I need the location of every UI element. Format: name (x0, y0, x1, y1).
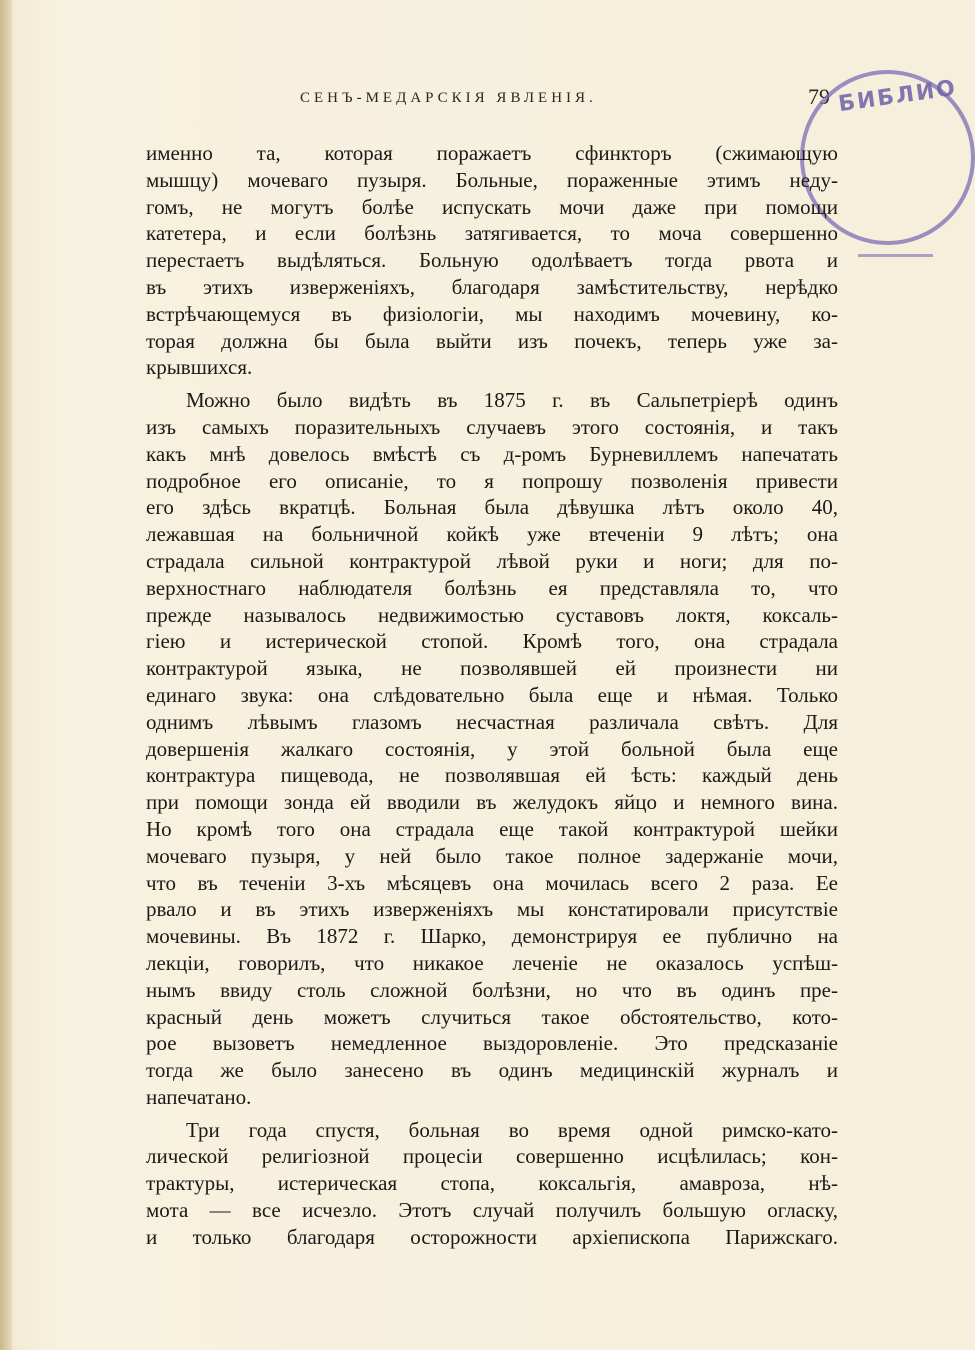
body-text (146, 140, 838, 1251)
text-line: торая должна бы была выйти изъ почекъ, теперь уже за- (146, 328, 838, 353)
text-line: однимъ лѣвымъ глазомъ несчастная различала свѣтъ. Для (146, 709, 838, 734)
text-line: гіею и истерической стопой. Кромѣ того, она страдала (146, 629, 838, 654)
text-line: Можно было видѣть въ 1875 г. въ Сальпетріерѣ одинъ (186, 388, 838, 413)
text-line: катетера, и если болѣзнь затягивается, то моча совершенно (146, 221, 838, 246)
text-line: его здѣсь вкратцѣ. Больная была дѣвушка лѣтъ около 40, (146, 495, 838, 520)
text-line: мышцу) мочеваго пузыря. Больные, пораженные этимъ неду- (146, 167, 838, 192)
stamp-line (858, 254, 933, 257)
text-line: именно та, которая поражаетъ сфинкторъ (сжимающую (146, 141, 838, 165)
text-line: довершенія жалкаго состоянія, у этой больной была еще (146, 736, 838, 761)
text-line: мочевины. Въ 1872 г. Шарко, демонстрируя ее публично на (146, 924, 838, 949)
text-line: какъ мнѣ довелось вмѣстѣ съ д-ромъ Бурневиллемъ напечатать (146, 441, 838, 466)
text-line: трактуры, истерическая стопа, коксальгія, амавроза, нѣ- (146, 1171, 838, 1196)
text-line: страдала сильной контрактурой лѣвой руки и ноги; для по- (146, 548, 838, 573)
library-stamp-text: БИБЛИО (836, 75, 959, 118)
text-line: что въ теченіи 3-хъ мѣсяцевъ она мочилась всего 2 раза. Ее (146, 870, 838, 895)
page-number: 79 (808, 84, 830, 109)
text-line: контрактурой языка, не позволявшей ей произнести ни (146, 656, 838, 681)
text-line: гомъ, не могутъ болѣе испускать мочи даже при помощи (146, 194, 838, 219)
text-line: лекціи, говорилъ, что никакое леченіе не оказалось успѣш- (146, 950, 838, 975)
text-line: красный день можетъ случиться такое обстоятельство, кото- (146, 1004, 838, 1029)
text-line: рвало и въ этихъ изверженіяхъ мы констатировали присутствіе (146, 897, 838, 922)
text-line: Но кромѣ того она страдала еще такой контрактурой шейки (146, 816, 838, 841)
paragraph-2 (146, 387, 838, 1111)
text-line: единаго звука: она слѣдовательно была еще и нѣмая. Только (146, 682, 838, 707)
paragraph-3 (146, 1117, 838, 1251)
text-line: рое вызоветъ немедленное выздоровленіе. Это предсказаніе (146, 1031, 838, 1056)
text-line: мота — все исчезло. Этотъ случай получилъ большую огласку, (146, 1198, 838, 1223)
text-line: тогда же было занесено въ одинъ медицинскій журналъ и (146, 1058, 838, 1083)
text-line: верхностнаго наблюдателя болѣзнь ея представляла то, что (146, 575, 838, 600)
text-line: и только благодаря осторожности архіепископа Парижскаго. (146, 1224, 838, 1249)
text-line: при помощи зонда ей вводили въ желудокъ яйцо и немного вина. (146, 790, 838, 815)
text-line: лежавшая на больничной койкѣ уже втеченіи 9 лѣтъ; она (146, 522, 838, 547)
text-line: Три года спустя, больная во время одной римско-като- (186, 1117, 838, 1142)
text-line: контрактура пищевода, не позволявшая ей ѣсть: каждый день (146, 763, 838, 788)
text-line: напечатано. (146, 1084, 252, 1109)
text-line: нымъ ввиду столь сложной болѣзни, но что въ одинъ пре- (146, 977, 838, 1002)
text-line: прежде называлось недвижимостью суставовъ локтя, коксаль- (146, 602, 838, 627)
text-line: встрѣчающемуся въ физіологіи, мы находимъ мочевину, ко- (146, 301, 838, 326)
text-line: въ этихъ изверженіяхъ, благодаря замѣстительству, нерѣдко (146, 274, 838, 299)
text-line: подробное его описаніе, то я попрошу позволенія привести (146, 468, 838, 493)
paragraph-1 (146, 140, 838, 381)
running-head: СЕНЪ-МЕДАРСКІЯ ЯВЛЕНІЯ. (300, 90, 597, 106)
text-line: крывшихся. (146, 355, 253, 380)
text-line: перестаетъ выдѣляться. Больную одолѣваетъ тогда рвота и (146, 248, 838, 273)
text-line: лической религіозной процесіи совершенно исцѣлилась; кон- (146, 1144, 838, 1169)
page-binding-edge (0, 0, 12, 1350)
text-line: мочеваго пузыря, у ней было такое полное задержаніе мочи, (146, 843, 838, 868)
text-line: изъ самыхъ поразительныхъ случаевъ этого состоянія, и такъ (146, 414, 838, 439)
